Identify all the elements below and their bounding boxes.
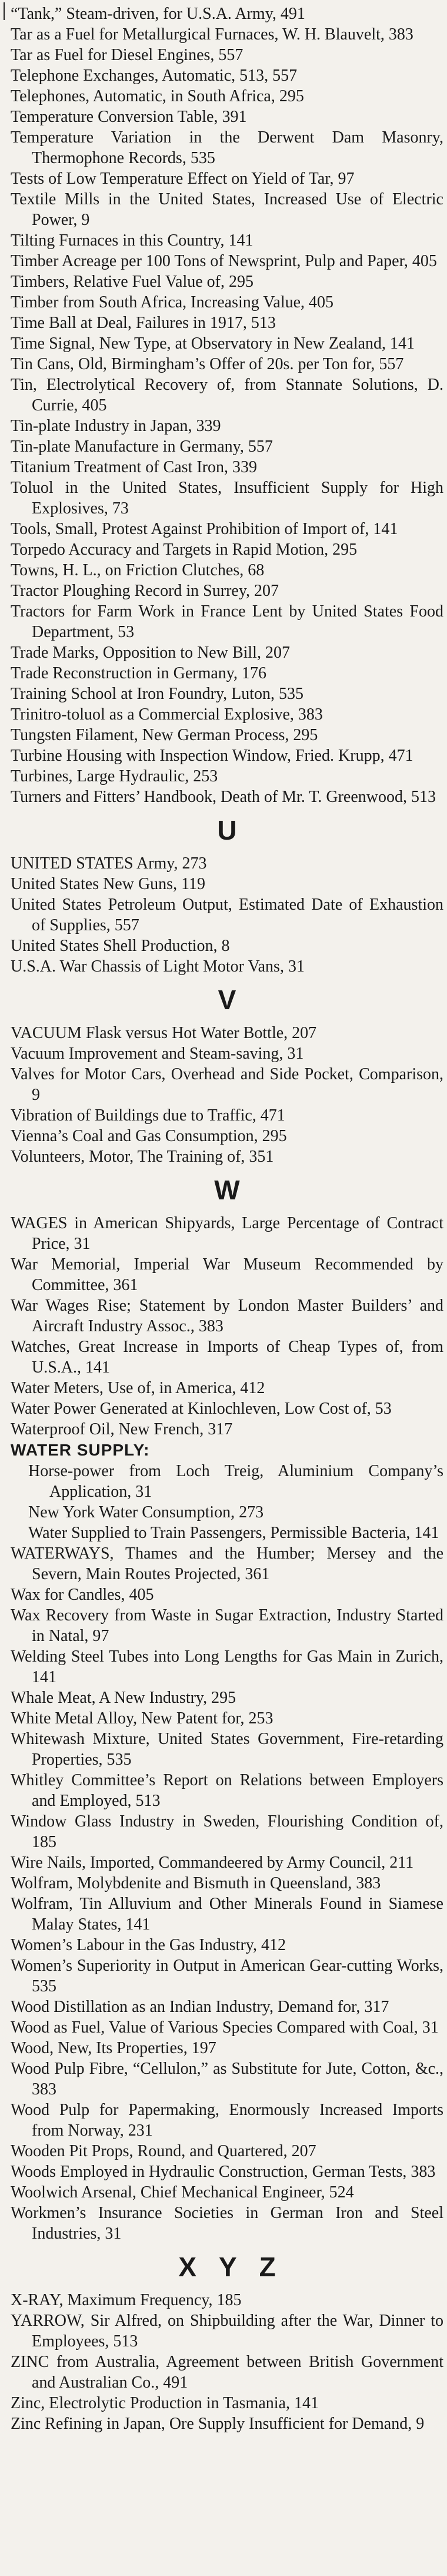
index-entry: WATERWAYS, Thames and the Humber; Mersey and the Severn, Main Routes Projected, 361: [11, 1544, 443, 1583]
index-entry: Waterproof Oil, New French, 317: [11, 1420, 233, 1438]
index-entry: Wolfram, Molybdenite and Bismuth in Queensland, 383: [11, 1874, 381, 1892]
index-entry: Wood Pulp for Papermaking, Enormously Increased Imports from Norway, 231: [11, 2101, 443, 2140]
index-entry: Woods Employed in Hydraulic Construction, German Tests, 383: [11, 2163, 436, 2181]
index-entry: Tools, Small, Protest Against Prohibition of Import of, 141: [11, 520, 398, 538]
index-entry: Women’s Labour in the Gas Industry, 412: [11, 1936, 286, 1954]
index-entry: Time Ball at Deal, Failures in 1917, 513: [11, 314, 276, 332]
index-group-heading: WATER SUPPLY:: [11, 1441, 150, 1459]
section-letter: X Y Z: [178, 2252, 276, 2282]
index-entry: Toluol in the United States, Insufficient Supply for High Explosives, 73: [11, 479, 443, 518]
index-entry: United States New Guns, 119: [11, 875, 206, 893]
index-entry: Titanium Treatment of Cast Iron, 339: [11, 458, 257, 476]
index-entry: UNITED STATES Army, 273: [11, 854, 207, 873]
section-letter: W: [214, 1175, 240, 1205]
index-entry: Women’s Superiority in Output in American Gear-cutting Works, 535: [11, 1957, 443, 1995]
index-entry: Turners and Fitters’ Handbook, Death of Mr. T. Greenwood, 513: [11, 788, 436, 806]
index-entry: Training School at Iron Foundry, Luton, 535: [11, 685, 304, 703]
index-entry: “Tank,” Steam-driven, for U.S.A. Army, 491: [11, 5, 305, 23]
index-entry: Woolwich Arsenal, Chief Mechanical Engineer, 524: [11, 2183, 354, 2202]
index-entry: YARROW, Sir Alfred, on Shipbuilding after the War, Dinner to Employees, 513: [11, 2312, 443, 2350]
index-entry: Tin-plate Industry in Japan, 339: [11, 417, 221, 435]
index-entry: United States Shell Production, 8: [11, 937, 230, 955]
index-entry: Tar as Fuel for Diesel Engines, 557: [11, 46, 243, 64]
index-entry: Zinc, Electrolytic Production in Tasmania, 141: [11, 2394, 319, 2412]
index-entry: Trinitro-toluol as a Commercial Explosive, 383: [11, 705, 323, 724]
index-entry: Water Meters, Use of, in America, 412: [11, 1379, 265, 1397]
index-entry: Wire Nails, Imported, Commandeered by Army Council, 211: [11, 1854, 414, 1872]
index-entry: Tungsten Filament, New German Process, 295: [11, 726, 318, 744]
index-entry: Timber Acreage per 100 Tons of Newsprint, Pulp and Paper, 405: [11, 252, 437, 270]
index-entry: Tractors for Farm Work in France Lent by United States Food Department, 53: [11, 602, 443, 641]
index-entry: Whitewash Mixture, United States Government, Fire-retarding Properties, 535: [11, 1730, 443, 1769]
index-entry: Tar as a Fuel for Metallurgical Furnaces, W. H. Blauvelt, 383: [11, 25, 413, 44]
index-entry: Trade Marks, Opposition to New Bill, 207: [11, 644, 290, 662]
index-entry: Volunteers, Motor, The Training of, 351: [11, 1148, 274, 1166]
index-entry: Window Glass Industry in Sweden, Flourishing Condition of, 185: [11, 1812, 443, 1851]
index-entry: Valves for Motor Cars, Overhead and Side Pocket, Comparison, 9: [11, 1065, 443, 1104]
index-entry: Whale Meat, A New Industry, 295: [11, 1689, 236, 1707]
index-entry: Telephones, Automatic, in South Africa, 295: [11, 87, 304, 105]
index-entry: Tractor Ploughing Record in Surrey, 207: [11, 582, 279, 600]
index-entry: Tilting Furnaces in this Country, 141: [11, 231, 253, 250]
index-entry: Wood, New, Its Properties, 197: [11, 2039, 216, 2057]
index-entry: VACUUM Flask versus Hot Water Bottle, 207: [11, 1024, 317, 1042]
index-entry: Zinc Refining in Japan, Ore Supply Insufficient for Demand, 9: [11, 2415, 425, 2433]
index-entry: White Metal Alloy, New Patent for, 253: [11, 1709, 273, 1728]
index-entry: United States Petroleum Output, Estimated Date of Exhaustion of Supplies, 557: [11, 896, 443, 934]
index-subentry: New York Water Consumption, 273: [28, 1503, 264, 1521]
index-entry: Turbines, Large Hydraulic, 253: [11, 767, 218, 785]
margin-rule: [4, 2, 5, 20]
index-entry: Torpedo Accuracy and Targets in Rapid Motion, 295: [11, 541, 358, 559]
index-entry: Wax Recovery from Waste in Sugar Extraction, Industry Started in Natal, 97: [11, 1606, 443, 1645]
index-entry: Whitley Committee’s Report on Relations between Employers and Employed, 513: [11, 1771, 443, 1810]
index-entry: Wolfram, Tin Alluvium and Other Minerals Found in Siamese Malay States, 141: [11, 1895, 443, 1934]
index-entry: Wood Pulp Fibre, “Cellulon,” as Substitute for Jute, Cotton, &c., 383: [11, 2060, 443, 2098]
index-entry: Tin-plate Manufacture in Germany, 557: [11, 437, 273, 456]
index-entry: Tests of Low Temperature Effect on Yield of Tar, 97: [11, 170, 355, 188]
index-entry: War Memorial, Imperial War Museum Recommended by Committee, 361: [11, 1255, 443, 1294]
index-entry: Wooden Pit Props, Round, and Quartered, 207: [11, 2142, 316, 2160]
index-entry: Temperature Variation in the Derwent Dam Masonry, Thermophone Records, 535: [11, 128, 443, 167]
index-entry: Wax for Candles, 405: [11, 1586, 154, 1604]
index-entry: Time Signal, New Type, at Observatory in New Zealand, 141: [11, 334, 415, 353]
index-entry: Timber from South Africa, Increasing Value, 405: [11, 293, 334, 311]
index-content: [11, 4, 443, 2434]
index-entry: Welding Steel Tubes into Long Lengths for Gas Main in Zurich, 141: [11, 1647, 443, 1686]
index-entry: Workmen’s Insurance Societies in German Iron and Steel Industries, 31: [11, 2204, 443, 2243]
index-entry: Wood as Fuel, Value of Various Species Compared with Coal, 31: [11, 2018, 439, 2037]
index-entry: Trade Reconstruction in Germany, 176: [11, 664, 266, 682]
index-entry: Turbine Housing with Inspection Window, Fried. Krupp, 471: [11, 747, 413, 765]
section-letter: U: [217, 815, 237, 846]
index-entry: Water Power Generated at Kinlochleven, Low Cost of, 53: [11, 1400, 392, 1418]
index-entry: Tin, Electrolytical Recovery of, from Stannate Solutions, D. Currie, 405: [11, 376, 443, 415]
index-entry: Tin Cans, Old, Birmingham’s Offer of 20s. per Ton for, 557: [11, 355, 404, 373]
index-entry: X-RAY, Maximum Frequency, 185: [11, 2291, 242, 2309]
section-letter: V: [218, 984, 236, 1015]
index-entry: WAGES in American Shipyards, Large Percentage of Contract Price, 31: [11, 1214, 443, 1253]
index-entry: Vibration of Buildings due to Traffic, 471: [11, 1106, 285, 1125]
index-entry: U.S.A. War Chassis of Light Motor Vans, 31: [11, 957, 305, 976]
index-subentry: Water Supplied to Train Passengers, Permissible Bacteria, 141: [28, 1524, 439, 1542]
index-entry: Temperature Conversion Table, 391: [11, 108, 247, 126]
index-entry: Watches, Great Increase in Imports of Cheap Types of, from U.S.A., 141: [11, 1338, 443, 1377]
index-entry: Timbers, Relative Fuel Value of, 295: [11, 273, 253, 291]
index-entry: War Wages Rise; Statement by London Master Builders’ and Aircraft Industry Assoc., 383: [11, 1297, 443, 1335]
index-entry: Textile Mills in the United States, Increased Use of Electric Power, 9: [11, 190, 443, 229]
index-entry: Vacuum Improvement and Steam-saving, 31: [11, 1045, 304, 1063]
index-entry: Towns, H. L., on Friction Clutches, 68: [11, 561, 265, 579]
index-entry: Wood Distillation as an Indian Industry, Demand for, 317: [11, 1998, 389, 2016]
index-entry: ZINC from Australia, Agreement between British Government and Australian Co., 491: [11, 2353, 443, 2392]
index-entry: Vienna’s Coal and Gas Consumption, 295: [11, 1127, 287, 1145]
index-entry: Telephone Exchanges, Automatic, 513, 557: [11, 67, 298, 85]
index-subentry: Horse-power from Loch Treig, Aluminium Company’s Application, 31: [28, 1462, 443, 1501]
